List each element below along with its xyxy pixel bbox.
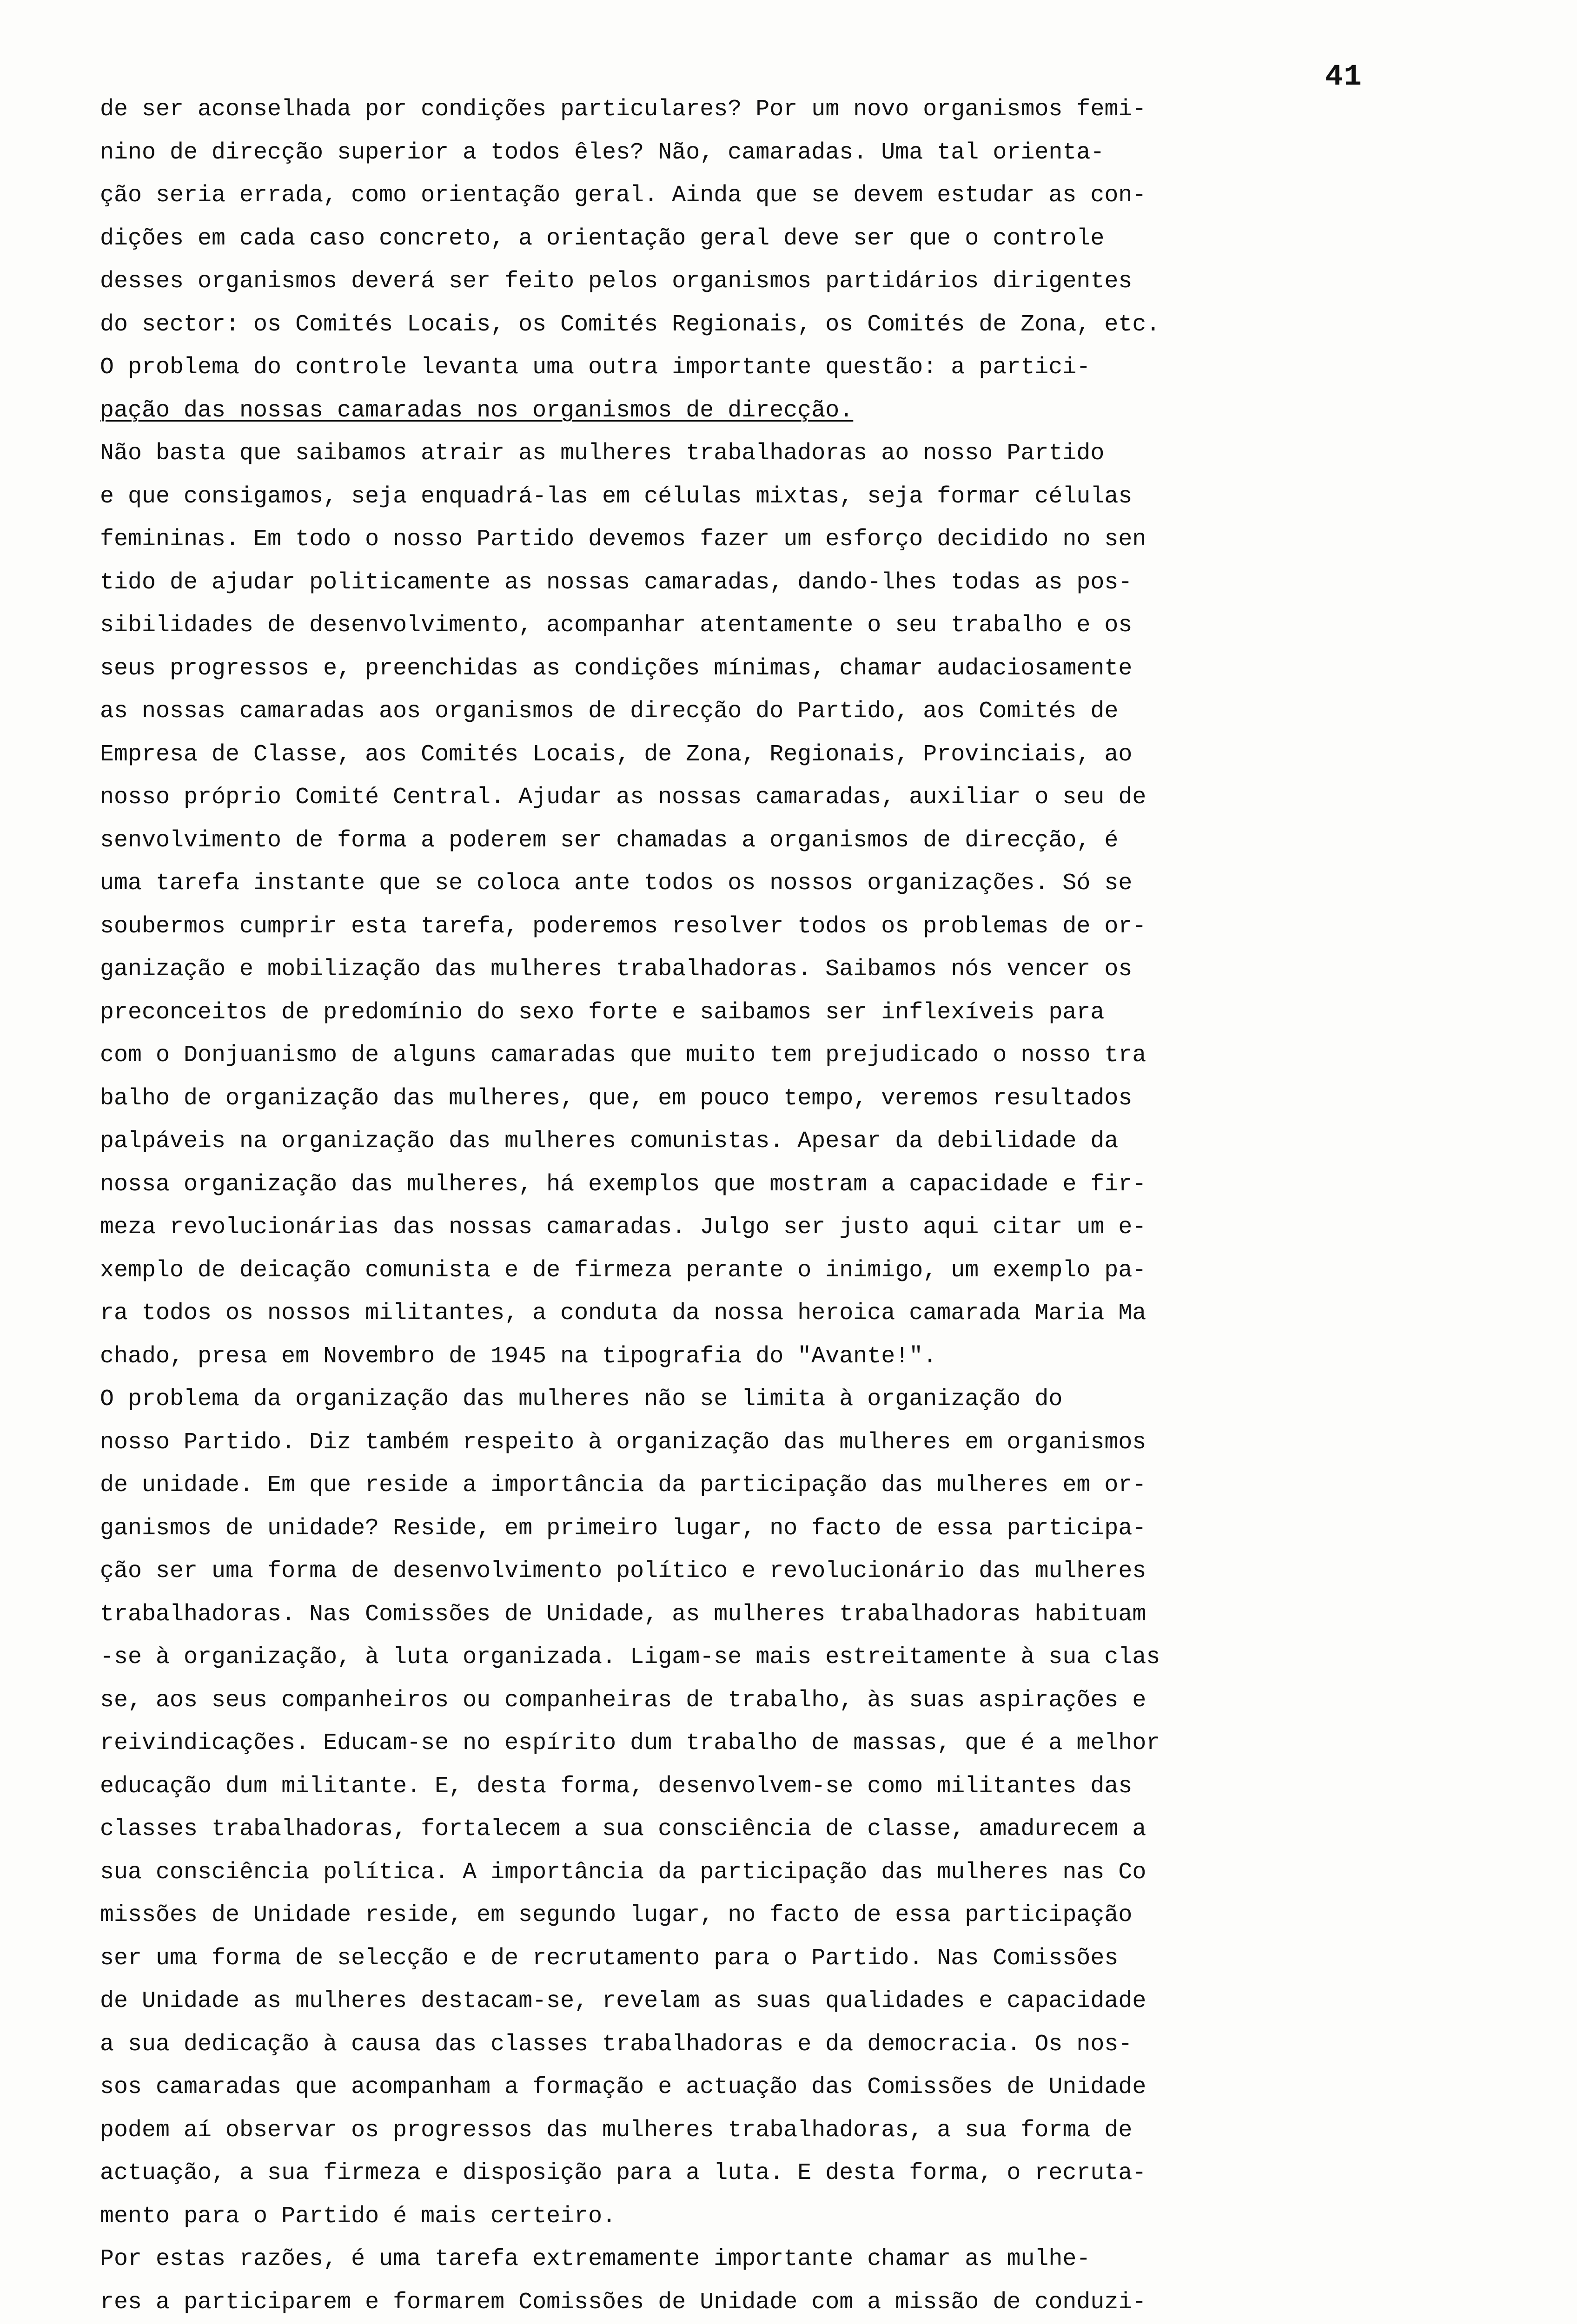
text-line: e que consigamos, seja enquadrá-las em células mixtas, seja formar células [100,483,1133,510]
text-line: uma tarefa instante que se coloca ante todos os nossos organizações. Só se [100,870,1133,897]
text-line: nino de direcção superior a todos êles? Não, camaradas. Uma tal orienta- [100,139,1105,166]
text-line: ganismos de unidade? Reside, em primeiro lugar, no facto de essa participa- [100,1515,1146,1542]
text-line: soubermos cumprir esta tarefa, poderemos resolver todos os problemas de or- [100,913,1146,940]
text-line: mento para o Partido é mais certeiro. [100,2203,616,2230]
text-line: chado, presa em Novembro de 1945 na tipografia do "Avante!". [100,1343,937,1370]
text-line: com o Donjuanismo de alguns camaradas que muito tem prejudicado o nosso tra [100,1042,1146,1069]
text-line: de ser aconselhada por condições particulares? Por um novo organismos femi- [100,96,1146,123]
text-line: palpáveis na organização das mulheres comunistas. Apesar da debilidade da [100,1128,1119,1155]
text-line: sua consciência política. A importância da participação das mulheres nas Co [100,1859,1146,1886]
text-line: seus progressos e, preenchidas as condições mínimas, chamar audaciosamente [100,655,1133,682]
text-line: de unidade. Em que reside a importância da participação das mulheres em or- [100,1472,1146,1499]
text-line: ra todos os nossos militantes, a conduta da nossa heroica camarada Maria Ma [100,1300,1146,1327]
text-line: nossa organização das mulheres, há exemplos que mostram a capacidade e fir- [100,1171,1146,1198]
text-line: ção seria errada, como orientação geral. Ainda que se devem estudar as con- [100,182,1146,209]
text-line: balho de organização das mulheres, que, em pouco tempo, veremos resultados [100,1085,1133,1112]
text-line: preconceitos de predomínio do sexo forte e saibamos ser inflexíveis para [100,999,1105,1026]
text-line: senvolvimento de forma a poderem ser chamadas a organismos de direcção, é [100,827,1119,854]
body-text [100,88,1495,2324]
text-line: podem aí observar os progressos das mulheres trabalhadoras, a sua forma de [100,2117,1133,2144]
text-line: O problema do controle levanta uma outra importante questão: a partici- [100,354,1091,381]
text-line: ganização e mobilização das mulheres trabalhadoras. Saibamos nós vencer os [100,956,1133,983]
text-line: ser uma forma de selecção e de recrutamento para o Partido. Nas Comissões [100,1945,1119,1972]
text-line: trabalhadoras. Nas Comissões de Unidade, as mulheres trabalhadoras habituam [100,1601,1146,1628]
text-line: femininas. Em todo o nosso Partido devemos fazer um esforço decidido no sen [100,526,1146,553]
text-line: O problema da organização das mulheres não se limita à organização do [100,1386,1063,1413]
text-line: do sector: os Comités Locais, os Comités Regionais, os Comités de Zona, etc. [100,311,1160,338]
text-line: xemplo de deicação comunista e de firmeza perante o inimigo, um exemplo pa- [100,1257,1146,1284]
text-line: meza revolucionárias das nossas camaradas. Julgo ser justo aqui citar um e- [100,1214,1146,1241]
text-line: as nossas camaradas aos organismos de direcção do Partido, aos Comités de [100,698,1119,725]
text-line: res a participarem e formarem Comissões de Unidade com a missão de conduzi- [100,2289,1146,2316]
text-line: ção ser uma forma de desenvolvimento político e revolucionário das mulheres [100,1558,1146,1585]
text-line: Por estas razões, é uma tarefa extremamente importante chamar as mulhe- [100,2246,1091,2272]
text-line: actuação, a sua firmeza e disposição para a luta. E desta forma, o recruta- [100,2160,1146,2186]
text-line: -se à organização, à luta organizada. Ligam-se mais estreitamente à sua clas [100,1644,1160,1670]
text-line: desses organismos deverá ser feito pelos organismos partidários dirigentes [100,268,1133,295]
text-line: Não basta que saibamos atrair as mulheres trabalhadoras ao nosso Partido [100,440,1105,467]
text-line: sibilidades de desenvolvimento, acompanhar atentamente o seu trabalho e os [100,612,1133,639]
text-line: a sua dedicação à causa das classes trabalhadoras e da democracia. Os nos- [100,2031,1133,2058]
text-line: nosso próprio Comité Central. Ajudar as nossas camaradas, auxiliar o seu de [100,784,1146,811]
text-line: nosso Partido. Diz também respeito à organização das mulheres em organismos [100,1429,1146,1456]
text-line: Empresa de Classe, aos Comités Locais, de Zona, Regionais, Provinciais, ao [100,741,1133,768]
page-number: 41 [1325,60,1363,94]
underlined-text-line: pação das nossas camaradas nos organismos de direcção. [100,397,854,424]
text-line: de Unidade as mulheres destacam-se, revelam as suas qualidades e capacidade [100,1988,1146,2014]
text-line: classes trabalhadoras, fortalecem a sua consciência de classe, amadurecem a [100,1816,1146,1842]
text-line: dições em cada caso concreto, a orientação geral deve ser que o controle [100,225,1105,252]
text-line: se, aos seus companheiros ou companheiras de trabalho, às suas aspirações e [100,1687,1146,1714]
text-line: missões de Unidade reside, em segundo lugar, no facto de essa participação [100,1902,1133,1928]
text-line: reivindicações. Educam-se no espírito dum trabalho de massas, que é a melhor [100,1730,1160,1756]
text-line: educação dum militante. E, desta forma, desenvolvem-se como militantes das [100,1773,1133,1800]
text-line: sos camaradas que acompanham a formação e actuação das Comissões de Unidade [100,2074,1146,2100]
text-line: tido de ajudar politicamente as nossas camaradas, dando-lhes todas as pos- [100,569,1133,596]
